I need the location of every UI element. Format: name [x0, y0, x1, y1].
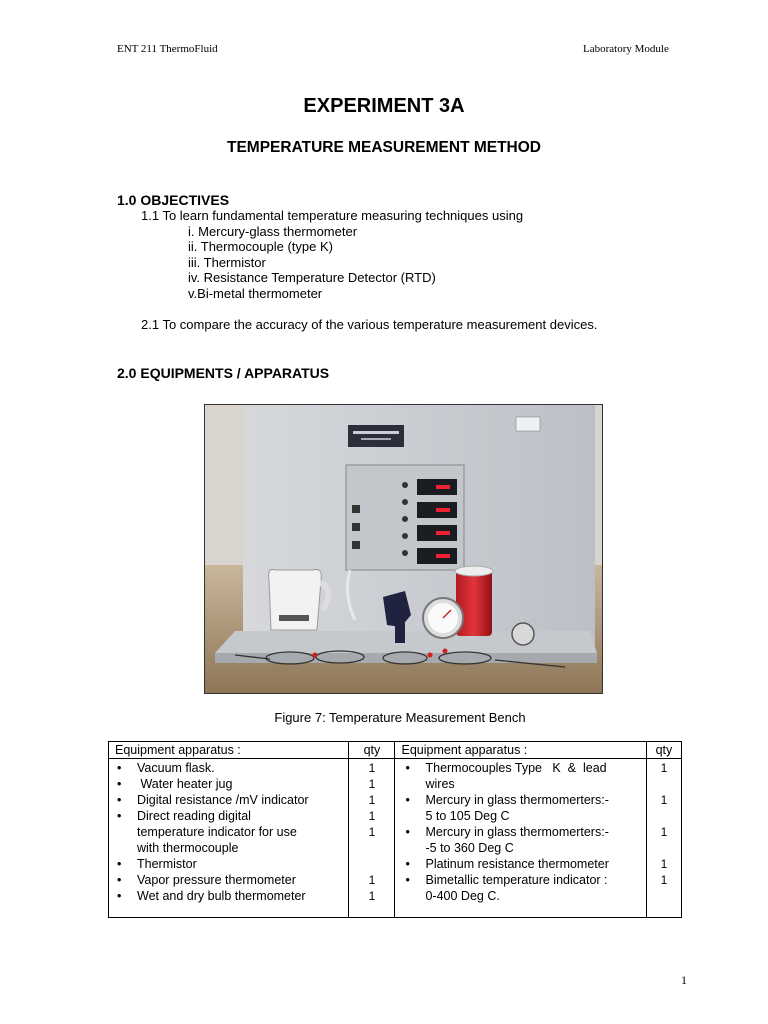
figure-caption: Figure 7: Temperature Measurement Bench: [274, 710, 526, 725]
bullet-icon: •: [405, 857, 410, 871]
list-item: [117, 776, 233, 792]
qty-value: 1: [660, 825, 668, 839]
list-item: [117, 792, 309, 808]
list-item: [117, 760, 215, 776]
list-item-text: Mercury in glass thermomerters:-: [425, 825, 609, 839]
bullet-icon: •: [117, 793, 122, 807]
list-item-text: Thermocouples Type K & lead: [425, 761, 607, 775]
column-header: Equipment apparatus :: [395, 742, 646, 759]
list-item-text: Water heater jug: [137, 777, 233, 791]
qty-value: 1: [368, 889, 376, 903]
list-item-text: Bimetallic temperature indicator :: [425, 873, 608, 887]
equipment-heading: 2.0 EQUIPMENTS / APPARATUS: [117, 365, 330, 381]
header-module: Laboratory Module: [583, 43, 669, 55]
qty-value: 1: [660, 793, 668, 807]
list-item-text: Vapor pressure thermometer: [137, 873, 296, 887]
bullet-icon: •: [117, 857, 122, 871]
qty-value: 1: [368, 777, 376, 791]
list-item-text: Digital resistance /mV indicator: [137, 793, 309, 807]
list-item: [405, 824, 609, 840]
list-item-text: Direct reading digital: [137, 809, 251, 823]
qty-value: 1: [368, 809, 376, 823]
bullet-icon: •: [405, 793, 410, 807]
list-item-continuation: 5 to 105 Deg C: [425, 809, 510, 823]
apparatus-photo-illustration: [205, 405, 602, 693]
column-header: Equipment apparatus :: [109, 742, 349, 759]
qty-value: 1: [368, 761, 376, 775]
list-item: [405, 856, 609, 872]
apparatus-photo: [204, 404, 603, 694]
equipment-table: [108, 741, 682, 918]
objective-subitem: i. Mercury-glass thermometer: [188, 224, 358, 239]
list-item-continuation: with thermocouple: [137, 841, 239, 855]
experiment-subtitle: TEMPERATURE MEASUREMENT METHOD: [226, 139, 542, 156]
list-item: [117, 808, 251, 824]
left-qty-cell: [349, 759, 395, 918]
list-item-continuation: temperature indicator for use: [137, 825, 297, 839]
bullet-icon: •: [117, 777, 122, 791]
list-item: [117, 888, 306, 904]
header-course: ENT 211 ThermoFluid: [117, 43, 218, 55]
list-item-text: Vacuum flask.: [137, 761, 215, 775]
bullet-icon: •: [117, 761, 122, 775]
objective-1-1: 1.1 To learn fundamental temperature measuring techniques using: [141, 208, 524, 223]
list-item-continuation: 0-400 Deg C.: [425, 889, 500, 903]
objective-subitem: v.Bi-metal thermometer: [188, 286, 323, 301]
bullet-icon: •: [117, 873, 122, 887]
bullet-icon: •: [117, 889, 122, 903]
right-qty-cell: [646, 759, 681, 918]
left-equipment-cell: [109, 759, 349, 918]
table-row: [109, 759, 682, 918]
qty-value: 1: [368, 825, 376, 839]
list-item: [117, 872, 296, 888]
column-header: qty: [646, 742, 681, 759]
list-item: [405, 792, 609, 808]
qty-value: 1: [660, 857, 668, 871]
objective-2-1: 2.1 To compare the accuracy of the various temperature measurement devices.: [141, 317, 598, 332]
objective-subitem: ii. Thermocouple (type K): [188, 239, 333, 254]
list-item-text: Platinum resistance thermometer: [425, 857, 609, 871]
qty-value: 1: [660, 761, 668, 775]
objective-subitem: iii. Thermistor: [188, 255, 266, 270]
list-item-text: Mercury in glass thermomerters:-: [425, 793, 609, 807]
list-item-text: Wet and dry bulb thermometer: [137, 889, 306, 903]
experiment-title: EXPERIMENT 3A: [303, 95, 465, 117]
qty-value: 1: [368, 793, 376, 807]
objectives-heading: 1.0 OBJECTIVES: [117, 192, 230, 208]
list-item-continuation: -5 to 360 Deg C: [425, 841, 514, 855]
list-item-text: Thermistor: [137, 857, 197, 871]
bullet-icon: •: [405, 761, 410, 775]
column-header: qty: [349, 742, 395, 759]
objective-subitem: iv. Resistance Temperature Detector (RTD): [188, 270, 436, 285]
list-item: [405, 872, 608, 888]
list-item: [117, 856, 197, 872]
qty-value: 1: [660, 873, 668, 887]
qty-value: 1: [368, 873, 376, 887]
page-number: 1: [681, 973, 687, 987]
bullet-icon: •: [405, 873, 410, 887]
table-header-row: [109, 742, 682, 759]
bullet-icon: •: [117, 809, 122, 823]
list-item-continuation: wires: [425, 777, 455, 791]
bullet-icon: •: [405, 825, 410, 839]
right-equipment-cell: [395, 759, 646, 918]
list-item: [405, 760, 607, 776]
